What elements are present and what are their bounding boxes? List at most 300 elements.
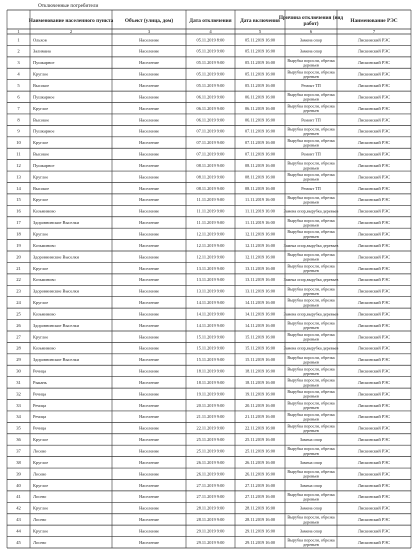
off-date-cell: 13.11.2019 9:00 <box>196 277 225 283</box>
object-cell: Население <box>139 494 159 500</box>
place-cell: Круглое <box>33 71 49 77</box>
place-cell: Здоровнинские Выселки <box>33 322 80 328</box>
off-date-cell: 18.11.2019 9:00 <box>196 379 225 385</box>
res-cell: Лискинский РЭС <box>357 265 391 271</box>
on-date-cell: 28.11.2019 16:00 <box>244 517 276 523</box>
place-cell: Круглое <box>33 505 49 511</box>
on-date-cell: 05.11.2019 16:00 <box>244 48 276 54</box>
header-cell: Наименование РЭС <box>350 18 398 24</box>
reason-cell: Ремонт ТП <box>301 151 321 157</box>
off-date-cell: 19.11.2019 9:00 <box>196 391 225 397</box>
res-cell: Лискинский РЭС <box>357 482 391 488</box>
reason-cell: Вырубка поросли, обрезка деревьев <box>287 423 335 433</box>
reason-cell: Вырубка поросли, обрезка деревьев <box>287 172 335 182</box>
place-cell: Круглое <box>33 459 49 465</box>
row-number: 6 <box>17 94 20 100</box>
place-cell: Круглое <box>33 197 49 203</box>
row-number: 30 <box>16 368 21 374</box>
object-cell: Население <box>139 334 159 340</box>
reason-cell: Ремонт ТП <box>301 185 321 191</box>
row-number: 2 <box>17 48 20 54</box>
header-cell: Дата отключения <box>189 18 232 24</box>
row-number: 13 <box>16 174 21 180</box>
on-date-cell: 21.11.2019 16:00 <box>244 414 276 420</box>
row-number: 9 <box>17 128 20 134</box>
off-date-cell: 20.11.2019 9:00 <box>196 402 225 408</box>
res-cell: Лискинский РЭС <box>357 185 391 191</box>
row-number: 15 <box>16 197 21 203</box>
reason-cell: Вырубка поросли, обрезка деревьев <box>287 377 335 388</box>
off-date-cell: 12.11.2019 9:00 <box>196 231 225 237</box>
object-cell: Население <box>139 83 159 88</box>
object-cell: Население <box>139 391 159 397</box>
off-date-cell: 06.11.2019 9:00 <box>196 105 225 111</box>
place-cell: Круглое <box>33 265 49 271</box>
off-date-cell: 08.11.2019 9:00 <box>196 174 225 180</box>
object-cell: Население <box>139 60 159 66</box>
reason-cell: Замена опор,вырубка деревьев <box>283 277 339 283</box>
on-date-cell: 27.11.2019 16:00 <box>244 482 276 488</box>
off-date-cell: 27.11.2019 9:00 <box>196 494 225 500</box>
on-date-cell: 07.11.2019 16:00 <box>244 140 276 146</box>
row-number: 28 <box>16 345 21 351</box>
place-cell: Круглое <box>33 231 49 237</box>
place-cell: Круглое <box>33 334 49 340</box>
res-cell: Лискинский РЭС <box>357 208 391 214</box>
column-number: 3 <box>147 29 151 34</box>
object-cell: Население <box>139 265 159 271</box>
off-date-cell: 29.11.2019 9:00 <box>196 528 225 534</box>
column-number: 2 <box>69 29 73 34</box>
on-date-cell: 12.11.2019 16:00 <box>244 231 276 237</box>
object-cell: Население <box>139 517 159 523</box>
object-cell: Население <box>139 528 159 534</box>
reason-cell: Вырубка поросли, обрезка деревьев <box>287 389 335 399</box>
object-cell: Население <box>139 437 159 443</box>
row-number: 8 <box>17 117 20 123</box>
place-cell: Пушкарное <box>33 162 55 168</box>
column-number: 1 <box>17 29 20 34</box>
reason-cell: Вырубка поросли, обрезка деревьев <box>287 491 335 502</box>
on-date-cell: 06.11.2019 16:00 <box>244 105 276 111</box>
on-date-cell: 07.11.2019 16:00 <box>244 128 276 134</box>
off-date-cell: 08.11.2019 9:00 <box>196 162 225 168</box>
off-date-cell: 22.11.2019 9:00 <box>196 425 225 431</box>
res-cell: Лискинский РЭС <box>357 505 391 511</box>
object-cell: Население <box>139 185 159 191</box>
off-date-cell: 15.11.2019 9:00 <box>196 334 225 340</box>
place-cell: Круглое <box>33 105 49 111</box>
place-cell: Круглое <box>33 174 49 180</box>
reason-cell: Вырубка поросли, обрезка деревьев <box>287 411 335 422</box>
res-cell: Лискинский РЭС <box>357 60 391 66</box>
place-cell: Козьминово <box>33 208 56 214</box>
place-cell: Козьминово <box>33 345 56 351</box>
header-cell: Объект (улица, дом) <box>124 18 174 24</box>
object-cell: Население <box>139 117 159 123</box>
reason-cell: Замена опор <box>299 482 323 488</box>
reason-cell: Вырубка поросли, обрезка деревьев <box>287 286 335 296</box>
row-number: 36 <box>16 437 21 443</box>
place-cell: Круглое <box>33 528 49 534</box>
reason-cell: Вырубка поросли, обрезка деревьев <box>287 69 335 79</box>
row-number: 4 <box>17 71 20 77</box>
column-number: 7 <box>372 29 376 34</box>
on-date-cell: 26.11.2019 16:00 <box>244 471 276 477</box>
reason-cell: Вырубка поросли, обрезка деревьев <box>287 469 335 479</box>
header-cell: Причина отключения (вид работ) <box>278 15 344 27</box>
res-cell: Лискинский РЭС <box>357 414 391 420</box>
row-number: 7 <box>17 105 20 111</box>
object-cell: Население <box>139 300 159 306</box>
off-date-cell: 28.11.2019 9:00 <box>196 517 225 523</box>
object-cell: Население <box>139 459 159 465</box>
place-cell: Лосево <box>33 539 47 545</box>
on-date-cell: 13.11.2019 16:00 <box>244 288 276 294</box>
on-date-cell: 29.11.2019 16:00 <box>244 539 276 545</box>
object-cell: Население <box>139 368 159 374</box>
res-cell: Лискинский РЭС <box>357 288 391 294</box>
on-date-cell: 05.11.2019 16:00 <box>244 83 276 88</box>
on-date-cell: 25.11.2019 16:00 <box>244 437 276 443</box>
on-date-cell: 14.11.2019 16:00 <box>244 300 276 306</box>
row-number: 20 <box>16 254 21 260</box>
reason-cell: Вырубка поросли, обрезка деревьев <box>287 103 335 114</box>
object-cell: Население <box>139 197 159 203</box>
off-date-cell: 25.11.2019 9:00 <box>196 437 225 443</box>
off-date-cell: 21.11.2019 9:00 <box>196 414 225 420</box>
off-date-cell: 07.11.2019 9:00 <box>196 151 225 157</box>
reason-cell: Замена опор <box>299 48 323 54</box>
place-cell: Пушкарное <box>33 94 55 100</box>
reason-cell: Вырубка поросли, обрезка деревьев <box>287 366 335 376</box>
reason-cell: Замена опор <box>299 528 323 534</box>
reason-cell: Замена опор,вырубка деревьев <box>283 242 339 248</box>
row-number: 32 <box>16 391 21 397</box>
on-date-cell: 14.11.2019 16:00 <box>244 322 276 328</box>
object-cell: Население <box>139 48 159 54</box>
reason-cell: Вырубка поросли, обрезка деревьев <box>287 400 335 411</box>
object-cell: Население <box>139 288 159 294</box>
place-cell: Круглое <box>33 300 49 306</box>
res-cell: Лискинский РЭС <box>357 71 391 77</box>
object-cell: Население <box>139 254 159 260</box>
place-cell: Здоровнинские Выселки <box>33 357 80 363</box>
row-number: 41 <box>16 494 21 500</box>
row-number: 45 <box>16 539 21 545</box>
reason-cell: Вырубка поросли, обрезка деревьев <box>287 354 335 365</box>
on-date-cell: 06.11.2019 16:00 <box>244 94 276 100</box>
reason-cell: Вырубка поросли, обрезка деревьев <box>287 126 335 136</box>
object-cell: Население <box>139 425 159 431</box>
table-caption: Отключенные потребители <box>38 3 99 9</box>
reason-cell: Вырубка поросли, обрезка деревьев <box>287 320 335 331</box>
reason-cell: Вырубка поросли, обрезка деревьев <box>287 514 335 525</box>
object-cell: Население <box>139 414 159 420</box>
object-cell: Население <box>139 357 159 363</box>
off-date-cell: 07.11.2019 9:00 <box>196 128 225 134</box>
place-cell: Козьминово <box>33 311 56 317</box>
res-cell: Лискинский РЭС <box>357 494 391 500</box>
res-cell: Лискинский РЭС <box>357 174 391 180</box>
object-cell: Население <box>139 128 159 134</box>
place-cell: Ольхов <box>33 37 47 43</box>
reason-cell: Вырубка поросли, обрезка деревьев <box>287 252 335 262</box>
reason-cell: Вырубка поросли, обрезка деревьев <box>287 263 335 274</box>
row-number: 12 <box>16 162 21 168</box>
off-date-cell: 05.11.2019 9:00 <box>196 83 225 88</box>
res-cell: Лискинский РЭС <box>357 128 391 134</box>
res-cell: Лискинский РЭС <box>357 425 391 431</box>
object-cell: Население <box>139 174 159 180</box>
off-date-cell: 08.11.2019 9:00 <box>196 185 225 191</box>
row-number: 3 <box>17 60 20 66</box>
res-cell: Лискинский РЭС <box>357 83 391 88</box>
row-number: 16 <box>16 208 21 214</box>
on-date-cell: 15.11.2019 16:00 <box>244 334 276 340</box>
on-date-cell: 05.11.2019 16:00 <box>244 37 276 43</box>
off-date-cell: 06.11.2019 9:00 <box>196 117 225 123</box>
object-cell: Население <box>139 402 159 408</box>
reason-cell: Замена опор <box>299 437 323 443</box>
column-number: 4 <box>209 29 212 34</box>
object-cell: Население <box>139 379 159 385</box>
on-date-cell: 11.11.2019 16:00 <box>245 208 275 214</box>
place-cell: Речица <box>33 425 47 431</box>
on-date-cell: 13.11.2019 16:00 <box>244 265 276 271</box>
place-cell: Рыкань <box>33 379 47 385</box>
on-date-cell: 25.11.2019 16:00 <box>244 448 276 454</box>
on-date-cell: 12.11.2019 16:00 <box>244 242 276 248</box>
on-date-cell: 11.11.2019 16:00 <box>245 220 275 226</box>
place-cell: Здоровнинские Выселки <box>33 288 80 294</box>
reason-cell: Вырубка поросли, обрезка деревьев <box>287 229 335 239</box>
reason-cell: Вырубка поросли, обрезка деревьев <box>287 57 335 68</box>
reason-cell: Замена опор,вырубка деревьев <box>283 311 339 317</box>
row-number: 34 <box>16 414 21 420</box>
row-number: 23 <box>16 288 21 294</box>
place-cell: Лосево <box>33 471 47 477</box>
place-cell: Речица <box>33 402 47 408</box>
on-date-cell: 05.11.2019 16:00 <box>244 60 276 66</box>
res-cell: Лискинский РЭС <box>357 48 391 54</box>
off-date-cell: 14.11.2019 9:00 <box>196 300 225 306</box>
row-number: 18 <box>16 231 21 237</box>
reason-cell: Замена опор,вырубка деревьев <box>283 208 339 214</box>
row-number: 29 <box>16 357 21 363</box>
res-cell: Лискинский РЭС <box>357 94 391 100</box>
on-date-cell: 26.11.2019 16:00 <box>244 459 276 465</box>
on-date-cell: 18.11.2019 16:00 <box>244 379 276 385</box>
res-cell: Лискинский РЭС <box>357 277 391 283</box>
res-cell: Лискинский РЭС <box>357 322 391 328</box>
off-date-cell: 12.11.2019 9:00 <box>196 242 225 248</box>
res-cell: Лискинский РЭС <box>357 105 391 111</box>
row-number: 17 <box>16 220 21 226</box>
off-date-cell: 18.11.2019 9:00 <box>196 368 225 374</box>
off-date-cell: 13.11.2019 9:00 <box>196 288 225 294</box>
on-date-cell: 18.11.2019 16:00 <box>244 368 276 374</box>
on-date-cell: 22.11.2019 16:00 <box>244 425 276 431</box>
res-cell: Лискинский РЭС <box>357 311 391 317</box>
object-cell: Население <box>139 162 159 168</box>
off-date-cell: 14.11.2019 9:00 <box>196 322 225 328</box>
object-cell: Население <box>139 539 159 545</box>
object-cell: Население <box>139 345 159 351</box>
reason-cell: Вырубка поросли, обрезка деревьев <box>287 160 335 171</box>
place-cell: Речица <box>33 414 47 420</box>
reason-cell: Вырубка поросли, обрезка деревьев <box>287 297 335 308</box>
on-date-cell: 29.11.2019 16:00 <box>244 528 276 534</box>
reason-cell: Замена опор <box>299 37 323 43</box>
res-cell: Лискинский РЭС <box>357 517 391 523</box>
off-date-cell: 12.11.2019 9:00 <box>196 254 225 260</box>
row-number: 44 <box>16 528 21 534</box>
off-date-cell: 26.11.2019 9:00 <box>196 459 225 465</box>
row-number: 5 <box>17 83 20 88</box>
row-number: 42 <box>16 505 21 511</box>
reason-cell: Замена опор <box>299 505 323 511</box>
res-cell: Лискинский РЭС <box>357 117 391 123</box>
res-cell: Лискинский РЭС <box>357 357 391 363</box>
place-cell: Высокое <box>33 185 50 191</box>
header-cell: Наименование населенного пункта <box>28 18 114 24</box>
place-cell: Лосево <box>33 448 47 454</box>
res-cell: Лискинский РЭС <box>357 242 391 248</box>
res-cell: Лискинский РЭС <box>357 345 391 351</box>
on-date-cell: 06.11.2019 16:00 <box>244 117 276 123</box>
res-cell: Лискинский РЭС <box>357 197 391 203</box>
row-number: 26 <box>16 322 21 328</box>
reason-cell: Вырубка поросли, обрезка деревьев <box>287 537 335 548</box>
off-date-cell: 11.11.2019 9:00 <box>196 208 225 214</box>
reason-cell: Вырубка поросли, обрезка деревьев <box>287 194 335 205</box>
res-cell: Лискинский РЭС <box>357 162 391 168</box>
on-date-cell: 27.11.2019 16:00 <box>244 494 276 500</box>
on-date-cell: 15.11.2019 16:00 <box>244 357 276 363</box>
object-cell: Население <box>139 471 159 477</box>
res-cell: Лискинский РЭС <box>357 402 391 408</box>
row-number: 31 <box>16 379 21 385</box>
off-date-cell: 28.11.2019 9:00 <box>196 505 225 511</box>
object-cell: Население <box>139 231 159 237</box>
reason-cell: Вырубка поросли, обрезка деревьев <box>287 331 335 342</box>
row-number: 35 <box>16 425 21 431</box>
off-date-cell: 29.11.2019 9:00 <box>196 539 225 545</box>
row-number: 27 <box>16 334 21 340</box>
res-cell: Лискинский РЭС <box>357 471 391 477</box>
off-date-cell: 05.11.2019 9:00 <box>196 71 225 77</box>
reason-cell: Вырубка поросли, обрезка деревьев <box>287 137 335 148</box>
place-cell: Залимана <box>33 48 51 54</box>
column-number: 5 <box>258 29 262 34</box>
object-cell: Население <box>139 71 159 77</box>
res-cell: Лискинский РЭС <box>357 220 391 226</box>
off-date-cell: 13.11.2019 9:00 <box>196 265 225 271</box>
place-cell: Круглое <box>33 482 49 488</box>
place-cell: Речица <box>33 391 47 397</box>
on-date-cell: 12.11.2019 16:00 <box>244 254 276 260</box>
place-cell: Пушкарное <box>33 128 55 134</box>
object-cell: Население <box>139 94 159 100</box>
off-date-cell: 15.11.2019 9:00 <box>196 345 225 351</box>
off-date-cell: 26.11.2019 9:00 <box>196 471 225 477</box>
res-cell: Лискинский РЭС <box>357 231 391 237</box>
header-cell: Дата включения <box>240 18 280 24</box>
on-date-cell: 13.11.2019 16:00 <box>244 277 276 283</box>
off-date-cell: 25.11.2019 9:00 <box>196 448 225 454</box>
on-date-cell: 19.11.2019 16:00 <box>244 391 276 397</box>
res-cell: Лискинский РЭС <box>357 528 391 534</box>
row-number: 24 <box>16 300 21 306</box>
reason-cell: Вырубка поросли, обрезка деревьев <box>287 92 335 102</box>
off-date-cell: 11.11.2019 9:00 <box>196 220 225 226</box>
off-date-cell: 05.11.2019 9:00 <box>196 60 225 66</box>
res-cell: Лискинский РЭС <box>357 37 391 43</box>
place-cell: Высокое <box>33 117 50 123</box>
object-cell: Население <box>139 220 159 226</box>
object-cell: Население <box>139 277 159 283</box>
reason-cell: Ремонт ТП <box>301 117 321 123</box>
res-cell: Лискинский РЭС <box>357 140 391 146</box>
on-date-cell: 28.11.2019 16:00 <box>244 505 276 511</box>
row-number: 22 <box>16 277 21 283</box>
object-cell: Население <box>139 505 159 511</box>
object-cell: Население <box>139 105 159 111</box>
reason-cell: Ремонт ТП <box>301 83 321 88</box>
off-date-cell: 07.11.2019 9:00 <box>196 140 225 146</box>
place-cell: Здоровнинские Выселки <box>33 254 80 260</box>
place-cell: Лосево <box>33 517 47 523</box>
place-cell: Речица <box>33 368 47 374</box>
off-date-cell: 14.11.2019 9:00 <box>196 311 225 317</box>
reason-cell: Замена опор <box>299 459 323 465</box>
place-cell: Пушкарное <box>33 60 55 66</box>
row-number: 14 <box>16 185 21 191</box>
res-cell: Лискинский РЭС <box>357 437 391 443</box>
row-number: 10 <box>16 140 21 146</box>
row-number: 1 <box>17 37 20 43</box>
on-date-cell: 08.11.2019 16:00 <box>244 185 276 191</box>
place-cell: Круглое <box>33 140 49 146</box>
reason-cell: Вырубка поросли, обрезка деревьев <box>287 217 335 228</box>
res-cell: Лискинский РЭС <box>357 448 391 454</box>
res-cell: Лискинский РЭС <box>357 300 391 306</box>
off-date-cell: 27.11.2019 9:00 <box>196 482 225 488</box>
object-cell: Население <box>139 151 159 157</box>
object-cell: Население <box>139 208 159 214</box>
row-number: 39 <box>16 471 21 477</box>
object-cell: Население <box>139 140 159 146</box>
off-date-cell: 06.11.2019 9:00 <box>196 94 225 100</box>
place-cell: Здоровнинские Выселки <box>33 220 80 226</box>
row-number: 37 <box>16 448 21 454</box>
res-cell: Лискинский РЭС <box>357 391 391 397</box>
on-date-cell: 08.11.2019 16:00 <box>244 174 276 180</box>
object-cell: Население <box>139 311 159 317</box>
object-cell: Население <box>139 482 159 488</box>
place-cell: Круглое <box>33 437 49 443</box>
on-date-cell: 20.11.2019 16:00 <box>244 402 276 408</box>
off-date-cell: 11.11.2019 9:00 <box>196 197 225 203</box>
row-number: 40 <box>16 482 21 488</box>
object-cell: Население <box>139 448 159 454</box>
res-cell: Лискинский РЭС <box>357 379 391 385</box>
reason-cell: Вырубка поросли, обрезка деревьев <box>287 446 335 456</box>
place-cell: Высокое <box>33 151 50 157</box>
row-number: 33 <box>16 402 21 408</box>
object-cell: Население <box>139 37 159 43</box>
